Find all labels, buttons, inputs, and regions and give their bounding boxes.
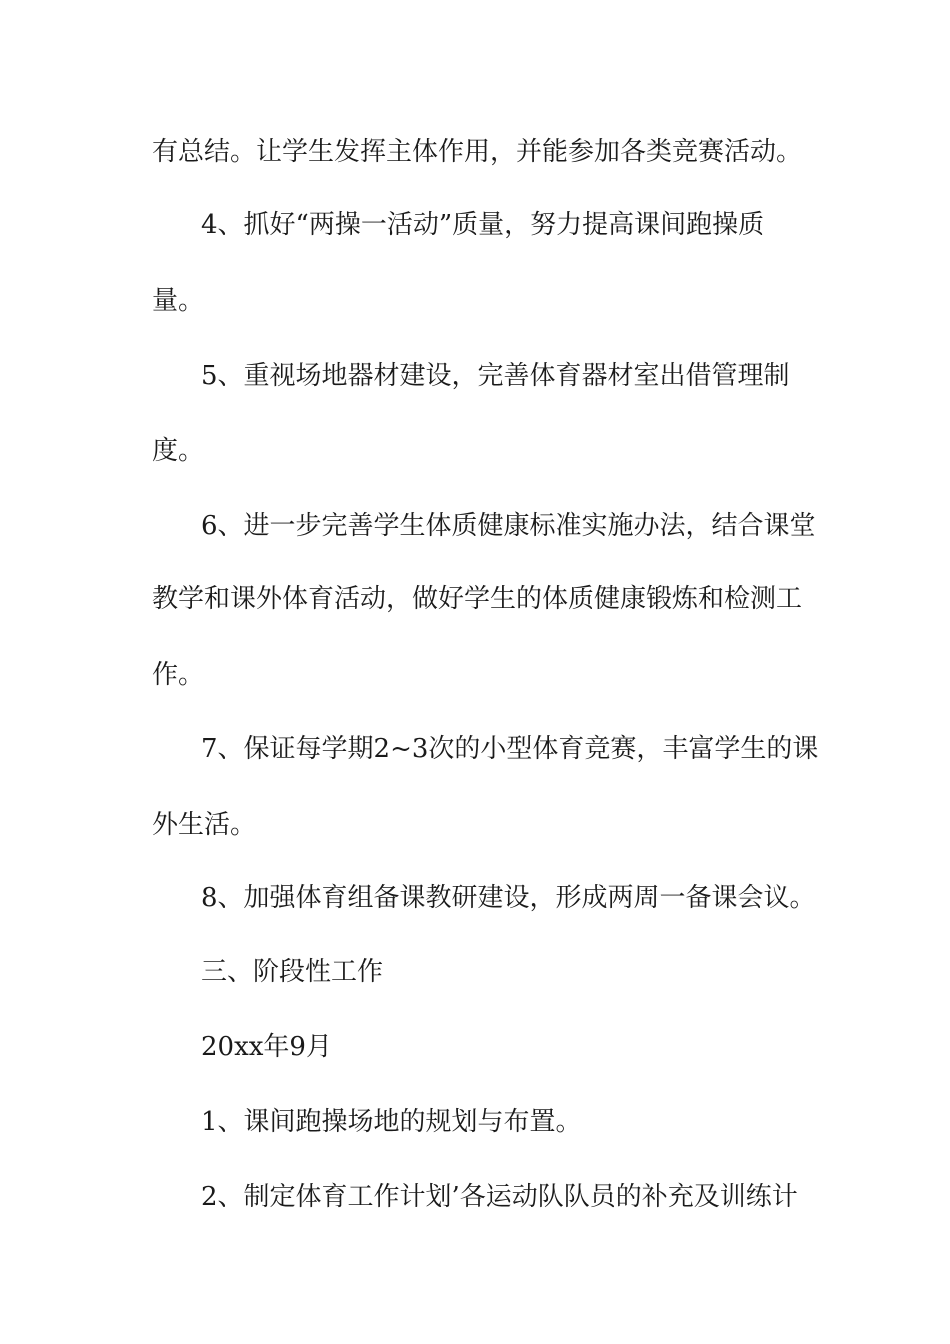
list-item-8: 8、加强体育组备课教研建设，形成两周一备课会议。 — [201, 883, 816, 913]
date-heading: 20xx年9月 — [201, 1032, 332, 1062]
list-item-6: 6、进一步完善学生体质健康标准实施办法，结合课堂 — [201, 511, 816, 541]
text-line-continuation: 教学和课外体育活动，做好学生的体质健康锻炼和检测工 — [152, 584, 803, 614]
list-item-1: 1、课间跑操场地的规划与布置。 — [201, 1107, 582, 1137]
list-item-5: 5、重视场地器材建设，完善体育器材室出借管理制 — [201, 361, 790, 391]
list-item-7: 7、保证每学期2~3次的小型体育竞赛，丰富学生的课 — [201, 734, 819, 764]
text-line-continuation: 作。 — [152, 660, 205, 690]
text-line-continuation: 外生活。 — [152, 810, 257, 840]
section-heading: 三、阶段性工作 — [201, 957, 384, 987]
list-item-4: 4、抓好“两操一活动”质量，努力提高课间跑操质 — [201, 210, 765, 240]
text-line-continuation: 有总结。让学生发挥主体作用，并能参加各类竞赛活动。 — [152, 137, 803, 167]
text-line-continuation: 度。 — [152, 436, 205, 466]
list-item-2: 2、制定体育工作计划’各运动队队员的补充及训练计 — [201, 1182, 798, 1212]
text-line-continuation: 量。 — [152, 286, 205, 316]
